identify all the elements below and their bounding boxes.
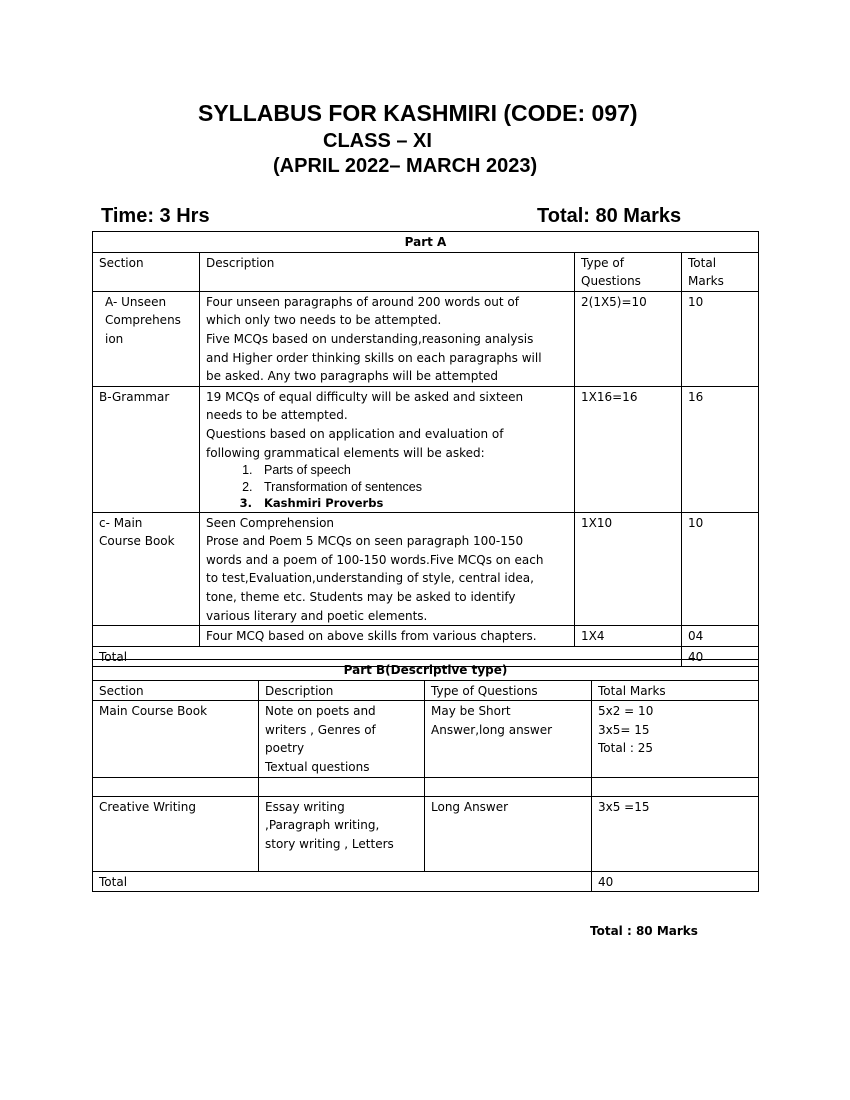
marks-cell: 10 <box>682 291 759 386</box>
table-row <box>93 796 759 871</box>
description-line: Essay writing <box>265 799 345 814</box>
section-cell <box>93 291 200 386</box>
description-line: various literary and poetic elements. <box>206 608 428 623</box>
column-header-type: Type of Questions <box>575 252 682 291</box>
type-line: May be Short <box>431 704 511 719</box>
description-line: Five MCQs based on understanding,reasoning analysis <box>206 331 534 346</box>
part-b-heading-row <box>93 660 759 681</box>
type-cell: 1X10 <box>575 512 682 626</box>
marks-cell: 10 <box>682 512 759 626</box>
description-cell <box>200 512 575 626</box>
description-line: tone, theme etc. Students may be asked to identify <box>206 590 516 604</box>
description-line: Textual questions <box>265 759 370 774</box>
part-a-heading-row <box>93 232 759 253</box>
table-row <box>93 701 759 777</box>
section-line: A- Unseen <box>105 294 167 309</box>
column-header-description: Description <box>259 680 425 701</box>
description-line: Seen Comprehension <box>206 515 335 530</box>
total-label: Total <box>93 871 592 892</box>
section-line: Comprehens <box>105 313 181 328</box>
marks-cell: 3x5 =15 <box>592 796 759 871</box>
description-line: to test,Evaluation,understanding of style, central idea, <box>206 571 534 586</box>
type-cell: Long Answer <box>425 796 592 871</box>
column-header-description: Description <box>200 252 575 291</box>
column-header-marks: Total Marks <box>592 680 759 701</box>
part-b-table <box>92 659 759 892</box>
part-b-total-row <box>93 871 759 892</box>
column-header-section: Section <box>93 680 259 701</box>
column-header-section: Section <box>93 252 200 291</box>
marks-cell: 16 <box>682 386 759 512</box>
total-value: 40 <box>682 646 759 667</box>
grammar-list <box>206 462 568 512</box>
marks-line: 5x2 = 10 <box>598 704 654 719</box>
description-line: which only two needs to be attempted. <box>206 313 442 328</box>
part-a-heading: Part A <box>93 232 759 253</box>
description-cell <box>200 291 575 386</box>
grand-total: Total : 80 Marks <box>590 924 698 938</box>
type-cell: 1X4 <box>575 626 682 647</box>
column-header-marks: Total Marks <box>682 252 759 291</box>
marks-cell <box>592 701 759 777</box>
table-row <box>93 626 759 647</box>
list-item: 1. Parts of speech <box>256 462 568 479</box>
description-line: needs to be attempted. <box>206 408 348 423</box>
description-cell <box>200 386 575 512</box>
section-cell: Main Course Book <box>93 701 259 777</box>
column-header-type: Type of Questions <box>425 680 592 701</box>
empty-cell <box>93 777 259 796</box>
session-line: (APRIL 2022– MARCH 2023) <box>273 155 538 177</box>
section-text <box>99 293 193 349</box>
class-line: CLASS – XI <box>323 130 432 152</box>
list-item: 3. Kashmiri Proverbs <box>256 495 568 512</box>
description-line: Questions based on application and evaluation of <box>206 426 504 441</box>
table-row <box>93 386 759 512</box>
description-line: story writing , Letters <box>265 836 394 851</box>
page-title: SYLLABUS FOR KASHMIRI (CODE: 097) <box>198 100 638 126</box>
section-cell <box>93 626 200 647</box>
part-a-header-row <box>93 252 759 291</box>
table-row <box>93 291 759 386</box>
description-cell: Four MCQ based on above skills from various chapters. <box>200 626 575 647</box>
description-line: Four unseen paragraphs of around 200 words out of <box>206 294 519 309</box>
type-line: Answer,long answer <box>431 722 553 737</box>
description-line: ,Paragraph writing, <box>265 818 380 833</box>
total-marks-label: Total: 80 Marks <box>537 205 682 227</box>
list-item: 2. Transformation of sentences <box>256 479 568 496</box>
section-cell <box>93 512 200 626</box>
marks-cell: 04 <box>682 626 759 647</box>
total-value: 40 <box>592 871 759 892</box>
description-line: following grammatical elements will be asked: <box>206 445 485 460</box>
type-cell: 1X16=16 <box>575 386 682 512</box>
description-cell <box>259 796 425 871</box>
time-label: Time: 3 Hrs <box>101 205 210 227</box>
section-line: ion <box>105 331 124 346</box>
description-line: Note on poets and <box>265 704 376 719</box>
type-cell: 2(1X5)=10 <box>575 291 682 386</box>
part-b-header-row <box>93 680 759 701</box>
description-line: words and a poem of 100-150 words.Five MCQs on each <box>206 552 544 567</box>
empty-cell <box>259 777 425 796</box>
section-cell: Creative Writing <box>93 796 259 871</box>
total-label: Total <box>93 646 682 667</box>
section-line: c- Main <box>99 515 143 530</box>
description-line: be asked. Any two paragraphs will be attempted <box>206 369 499 384</box>
section-line: Course Book <box>99 534 175 549</box>
description-line: Prose and Poem 5 MCQs on seen paragraph 100-150 <box>206 534 524 549</box>
empty-row <box>93 777 759 796</box>
type-cell <box>425 701 592 777</box>
description-line: and Higher order thinking skills on each paragraphs will <box>206 350 542 365</box>
empty-cell <box>592 777 759 796</box>
part-a-table <box>92 231 759 667</box>
marks-line: Total : 25 <box>598 741 653 756</box>
section-cell: B-Grammar <box>93 386 200 512</box>
empty-cell <box>425 777 592 796</box>
description-line: 19 MCQs of equal difficulty will be asked and sixteen <box>206 389 524 404</box>
description-cell <box>259 701 425 777</box>
description-line: poetry <box>265 741 305 756</box>
description-line: writers , Genres of <box>265 722 376 737</box>
part-b-heading: Part B(Descriptive type) <box>93 660 759 681</box>
marks-line: 3x5= 15 <box>598 722 650 737</box>
table-row <box>93 512 759 626</box>
